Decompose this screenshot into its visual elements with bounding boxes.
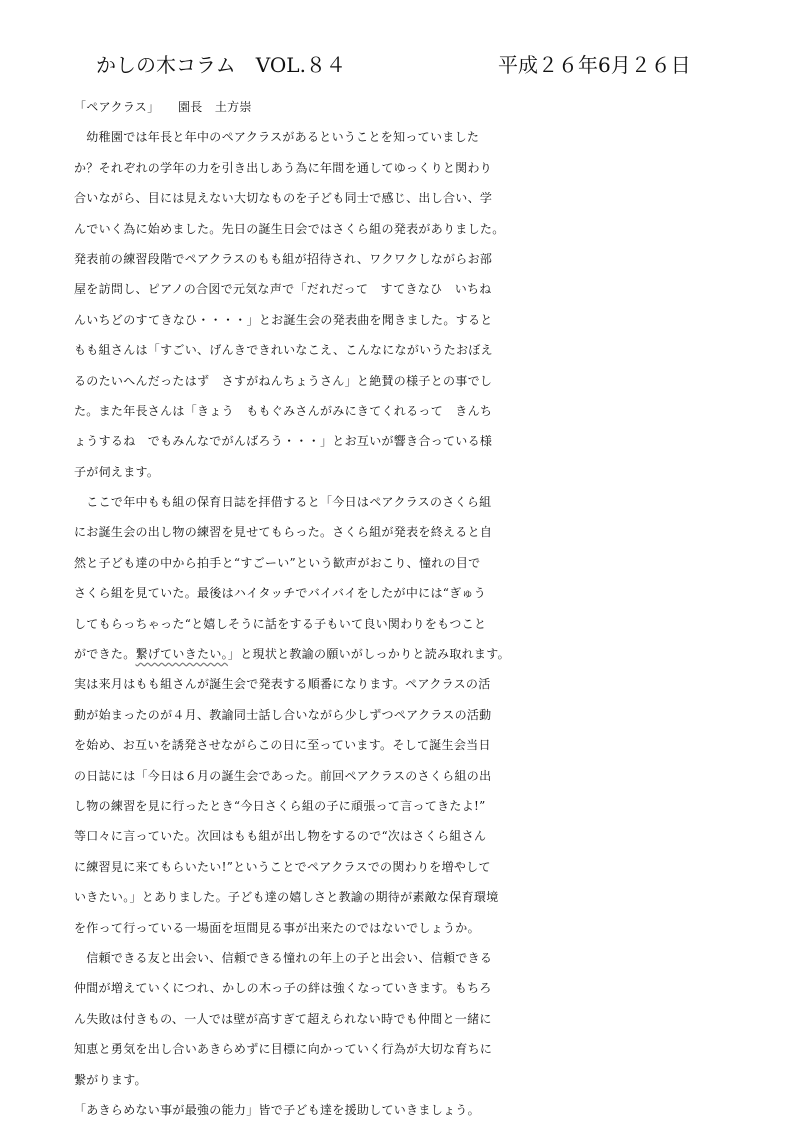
- body-line: 「あきらめない事が最強の能力」皆で子ども達を援助していきましょう。: [74, 1102, 480, 1117]
- body-line: ん失敗は付きもの、一人では壁が高すぎて超えられない時でも仲間と一緒に: [74, 1011, 492, 1026]
- body-line: にお誕生会の出し物の練習を見せてもらった。さくら組が発表を終えると自: [74, 525, 493, 540]
- body-line: に練習見に来てもらいたい!”ということでペアクラスでの関わりを増やして: [74, 859, 491, 874]
- body-line: 動が始まったのが４月、教諭同士話し合いながら少しずつペアクラスの活動: [74, 707, 492, 722]
- body-line: 発表前の練習段階でペアクラスのもも組が招待され、ワクワクしながらお部: [74, 251, 493, 266]
- body-line: 等口々に言っていた。次回はもも組が出し物をするので“次はさくら組さん: [74, 829, 487, 844]
- column-date: 平成２６年6月２６日: [498, 53, 691, 77]
- body-line: 繋がります。: [74, 1072, 147, 1087]
- body-line-mixed: [74, 639, 754, 669]
- line-text-post: 」と現状と教諭の願いがしっかりと読み取れます。: [227, 647, 510, 662]
- body-line: いきたい。」とありました。子ども達の嬉しさと教諭の期待が素敵な保育環境: [74, 890, 499, 905]
- body-line: を作って行っている一場面を垣間見る事が出来たのではないでしょうか。: [74, 920, 480, 935]
- body-line: 仲間が増えていくにつれ、かしの木っ子の絆は強くなっていきます。もちろ: [74, 981, 492, 996]
- body-line: 然と子ども達の中から拍手と“すごーい”という歓声がおこり、憧れの目で: [74, 555, 481, 570]
- column-header: [96, 48, 736, 82]
- body-line: もも組さんは「すごい、げんきできれいなこえ、こんなにながいうたおぼえ: [74, 343, 493, 358]
- body-line: し物の練習を見に行ったとき“今日さくら組の子に頑張って言ってきたよ!”: [74, 798, 486, 813]
- body-line: 幼稚園では年長と年中のペアクラスがあるということを知っていました: [74, 130, 480, 145]
- body-line: 信頼できる友と出会い、信頼できる憧れの年上の子と出会い、信頼できる: [74, 950, 493, 965]
- body-line: んいちどのすてきなひ・・・・」とお誕生会の発表曲を聞きました。すると: [74, 312, 493, 327]
- line-text-pre: ができた。: [74, 647, 136, 662]
- body-line: 屋を訪問し、ピアノの合図で元気な声で「だれだって すてきなひ いちね: [74, 282, 492, 297]
- body-line: た。また年長さんは「きょう ももぐみさんがみにきてくれるって きんち: [74, 403, 493, 418]
- body-line: ここで年中もも組の保育日誌を拝借すると「今日はペアクラスのさくら組: [74, 495, 492, 510]
- body-line: を始め、お互いを誘発させながらこの日に至っています。そして誕生会当日: [74, 738, 491, 753]
- body-line: か？それぞれの学年の力を引き出しあう為に年間を通してゆっくりと関わり: [74, 160, 493, 175]
- body-line: の日誌には「今日は６月の誕生会であった。前回ペアクラスのさくら組の出: [74, 768, 492, 783]
- body-line: ょうするね でもみんなでがんばろう・・・」とお互いが響き合っている様: [74, 434, 493, 449]
- body-line: してもらっちゃった“と嬉しそうに話をする子もいて良い関わりをもつこと: [74, 616, 487, 631]
- body-line: 「ペアクラス」 園長 土方崇: [74, 100, 252, 114]
- body-line: んでいく為に始めました。先日の誕生日会ではさくら組の発表がありました。: [74, 221, 505, 236]
- body-line: 子が伺えます。: [74, 464, 160, 479]
- body-line: るのたいへんだったはず さすがねんちょうさん」と絶賛の様子との事でし: [74, 373, 493, 388]
- column-body: [74, 92, 754, 1125]
- body-line: 合いながら、目には見えない大切なものを子ども同士で感じ、出し合い、学: [74, 191, 493, 206]
- column-title: かしの木コラム VOL.８４: [96, 53, 346, 77]
- body-line: さくら組を見ていた。最後はハイタッチでバイバイをしたが中には“ぎゅう: [74, 586, 487, 601]
- body-line: 実は来月はもも組さんが誕生会で発表する順番になります。ペアクラスの活: [74, 677, 491, 692]
- body-line: 知恵と勇気を出し合いあきらめずに目標に向かっていく行為が大切な育ちに: [74, 1042, 493, 1057]
- underlined-phrase: 繋げていきたい。: [135, 647, 228, 662]
